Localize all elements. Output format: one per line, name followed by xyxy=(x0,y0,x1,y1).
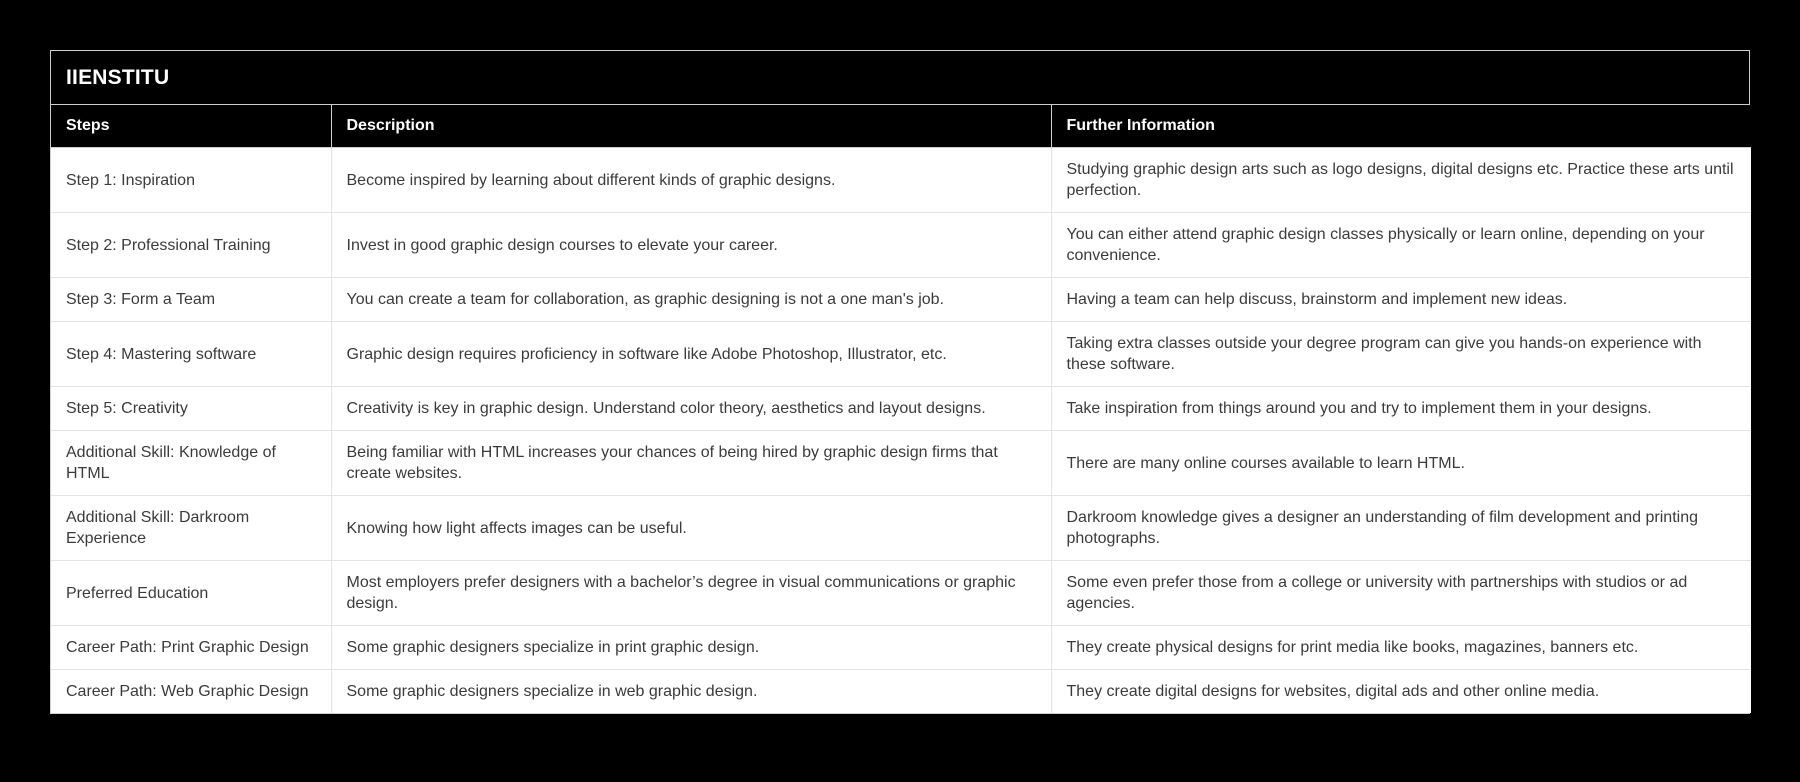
step-cell: Additional Skill: Darkroom Experience xyxy=(51,496,331,561)
description-cell: Most employers prefer designers with a bachelor’s degree in visual communications or graphic design. xyxy=(331,561,1051,626)
further-info-cell: Having a team can help discuss, brainstorm and implement new ideas. xyxy=(1051,278,1751,322)
description-cell: Being familiar with HTML increases your chances of being hired by graphic design firms that create websites. xyxy=(331,431,1051,496)
table-row xyxy=(51,322,1751,387)
further-info-cell: They create physical designs for print media like books, magazines, banners etc. xyxy=(1051,626,1751,670)
further-info-cell: Studying graphic design arts such as logo designs, digital designs etc. Practice these arts until perfection. xyxy=(1051,148,1751,213)
description-cell: Knowing how light affects images can be useful. xyxy=(331,496,1051,561)
step-cell: Career Path: Web Graphic Design xyxy=(51,670,331,714)
table-row xyxy=(51,278,1751,322)
step-cell: Step 1: Inspiration xyxy=(51,148,331,213)
step-cell: Step 3: Form a Team xyxy=(51,278,331,322)
header-row xyxy=(51,105,1751,148)
step-cell: Career Path: Print Graphic Design xyxy=(51,626,331,670)
table-body xyxy=(51,148,1751,714)
description-cell: You can create a team for collaboration, as graphic designing is not a one man's job. xyxy=(331,278,1051,322)
description-cell: Creativity is key in graphic design. Understand color theory, aesthetics and layout designs. xyxy=(331,387,1051,431)
table-row xyxy=(51,670,1751,714)
steps-table xyxy=(51,105,1751,713)
table-row xyxy=(51,387,1751,431)
step-cell: Step 4: Mastering software xyxy=(51,322,331,387)
table-row xyxy=(51,626,1751,670)
description-cell: Graphic design requires proficiency in software like Adobe Photoshop, Illustrator, etc. xyxy=(331,322,1051,387)
further-info-cell: You can either attend graphic design classes physically or learn online, depending on your convenience. xyxy=(1051,213,1751,278)
further-info-cell: There are many online courses available to learn HTML. xyxy=(1051,431,1751,496)
brand-title: IIENSTITU xyxy=(66,65,170,89)
step-cell: Additional Skill: Knowledge of HTML xyxy=(51,431,331,496)
further-info-cell: They create digital designs for websites, digital ads and other online media. xyxy=(1051,670,1751,714)
table-row xyxy=(51,148,1751,213)
step-cell: Step 2: Professional Training xyxy=(51,213,331,278)
table-header xyxy=(51,105,1751,148)
description-cell: Some graphic designers specialize in web graphic design. xyxy=(331,670,1051,714)
column-header-steps: Steps xyxy=(51,105,331,148)
step-cell: Preferred Education xyxy=(51,561,331,626)
table-row xyxy=(51,561,1751,626)
content-card xyxy=(50,50,1750,714)
step-cell: Step 5: Creativity xyxy=(51,387,331,431)
further-info-cell: Darkroom knowledge gives a designer an understanding of film development and printing photographs. xyxy=(1051,496,1751,561)
further-info-cell: Some even prefer those from a college or university with partnerships with studios or ad agencies. xyxy=(1051,561,1751,626)
title-bar xyxy=(51,51,1749,105)
column-header-further-information: Further Information xyxy=(1051,105,1751,148)
further-info-cell: Take inspiration from things around you and try to implement them in your designs. xyxy=(1051,387,1751,431)
description-cell: Some graphic designers specialize in print graphic design. xyxy=(331,626,1051,670)
further-info-cell: Taking extra classes outside your degree program can give you hands-on experience with these software. xyxy=(1051,322,1751,387)
description-cell: Invest in good graphic design courses to elevate your career. xyxy=(331,213,1051,278)
table-row xyxy=(51,496,1751,561)
table-row xyxy=(51,213,1751,278)
table-row xyxy=(51,431,1751,496)
column-header-description: Description xyxy=(331,105,1051,148)
description-cell: Become inspired by learning about different kinds of graphic designs. xyxy=(331,148,1051,213)
